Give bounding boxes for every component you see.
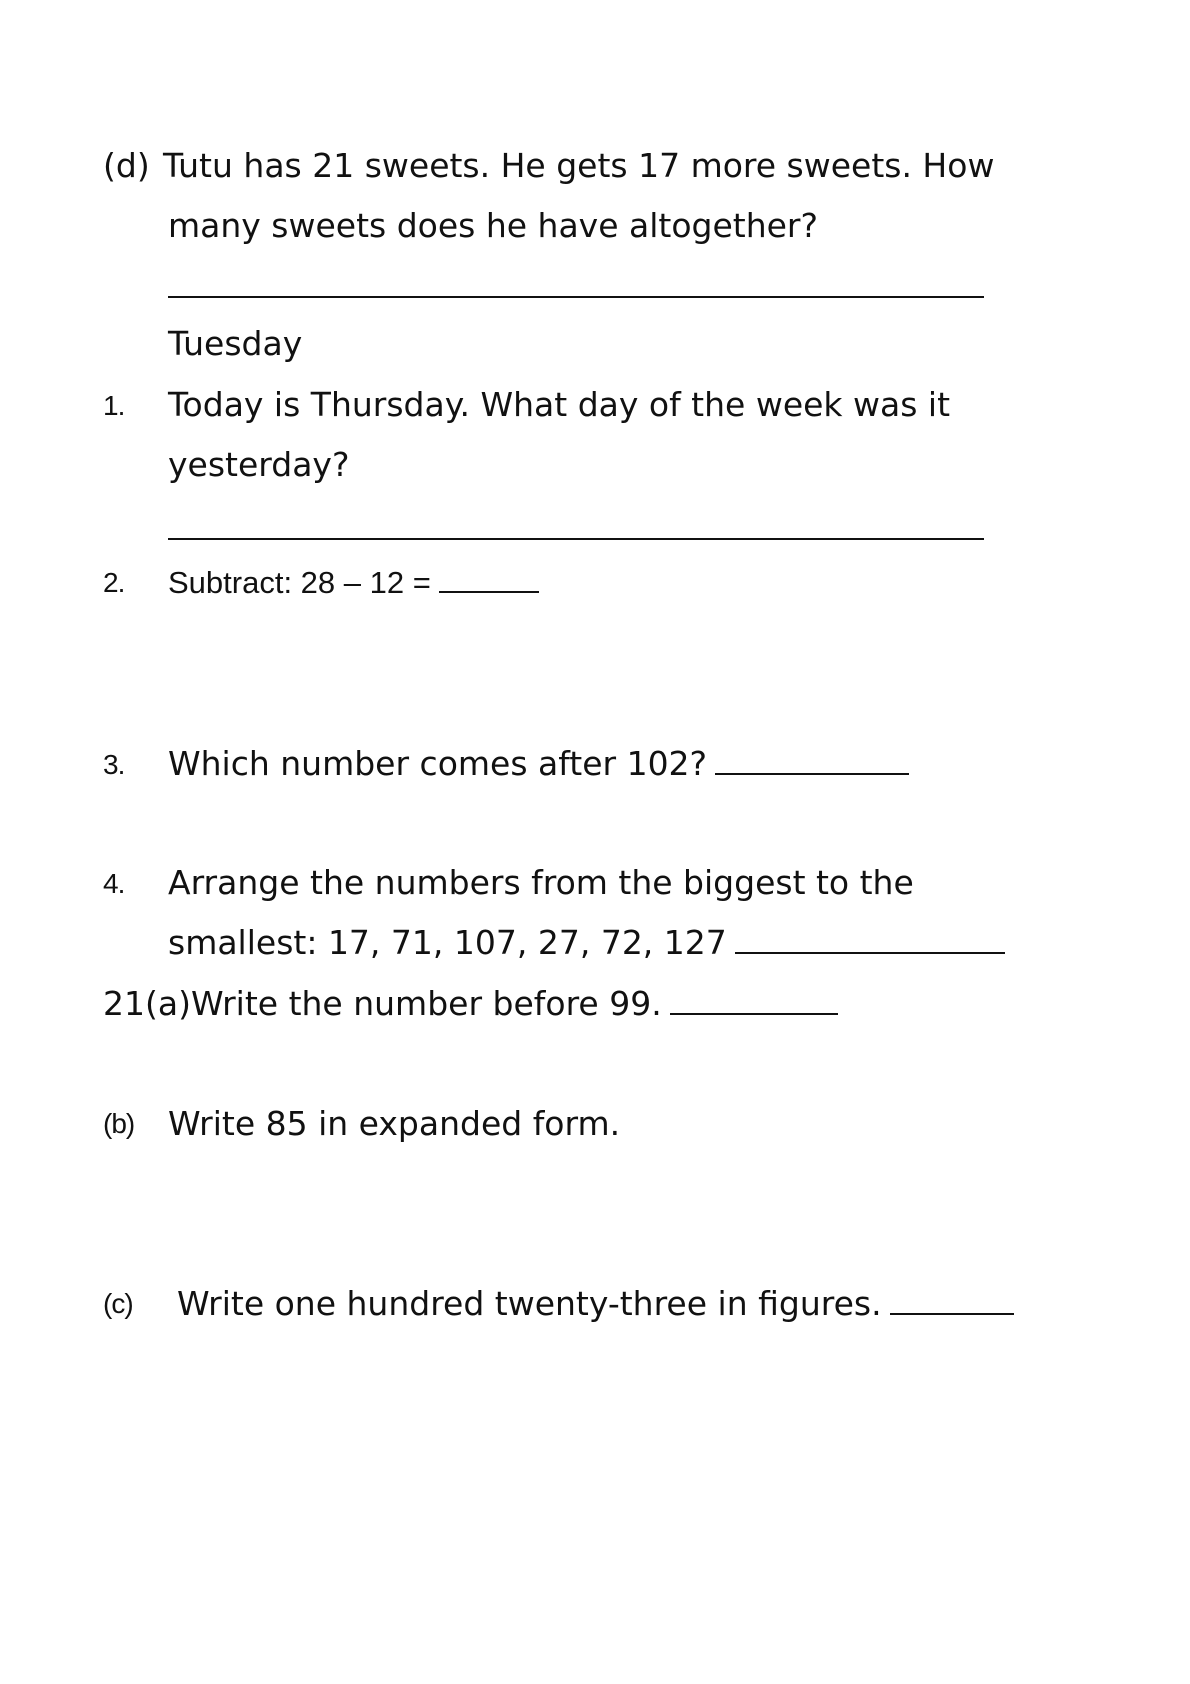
question-21c-text: Write one hundred twenty-three in figures. — [177, 1284, 882, 1323]
question-d-label: (d) — [103, 146, 150, 185]
question-d-answer-line[interactable] — [168, 296, 984, 298]
question-d-text-line1: Tutu has 21 sweets. He gets 17 more sweets. How — [163, 146, 995, 185]
question-21c-row — [177, 1284, 1014, 1324]
question-21b-text: Write 85 in expanded form. — [168, 1104, 621, 1143]
question-1-answer-line[interactable] — [168, 538, 984, 540]
question-3-answer-blank[interactable] — [715, 745, 909, 775]
question-1-text-line1: Today is Thursday. What day of the week was it — [168, 385, 951, 424]
question-3-number: 3. — [103, 749, 125, 780]
question-21a-answer-blank[interactable] — [670, 985, 838, 1015]
question-1-number: 1. — [103, 390, 125, 421]
question-d-text-line2: many sweets does he have altogether? — [168, 206, 819, 245]
question-3-text: Which number comes after 102? — [168, 744, 708, 783]
question-21a-row — [103, 984, 838, 1024]
question-2-row — [168, 563, 539, 603]
question-4-row2 — [168, 923, 1005, 963]
question-4-text-line2: smallest: 17, 71, 107, 27, 72, 127 — [168, 923, 727, 962]
question-21c-answer-blank[interactable] — [890, 1285, 1014, 1315]
question-4-text-line1: Arrange the numbers from the biggest to the — [168, 863, 914, 902]
question-1-text-line2: yesterday? — [168, 445, 350, 484]
question-2-text: Subtract: 28 – 12 = — [168, 565, 431, 600]
question-21a-text: 21(a)Write the number before 99. — [103, 984, 662, 1023]
question-2-number: 2. — [103, 567, 125, 598]
question-21c-label: (c) — [103, 1288, 133, 1319]
question-4-number: 4. — [103, 868, 125, 899]
tuesday-text: Tuesday — [168, 324, 303, 363]
question-3-row — [168, 744, 909, 784]
question-21b-label: (b) — [103, 1108, 135, 1139]
question-2-answer-blank[interactable] — [439, 563, 539, 593]
question-4-answer-blank[interactable] — [735, 924, 1005, 954]
